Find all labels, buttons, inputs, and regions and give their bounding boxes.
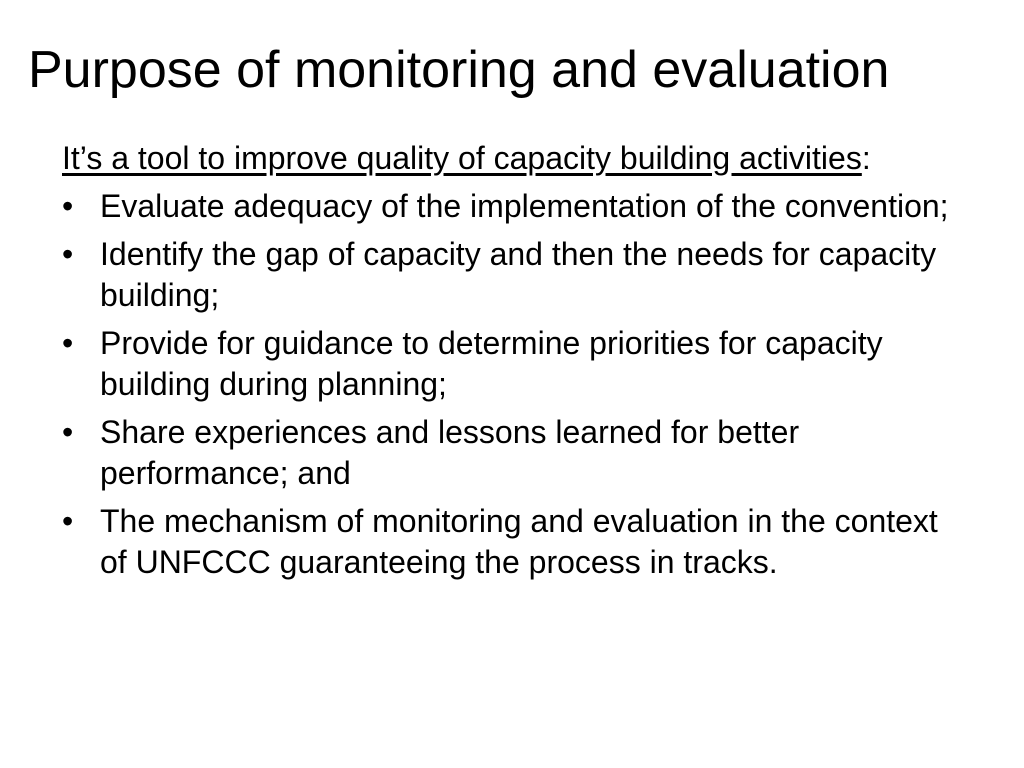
bullet-text: Identify the gap of capacity and then the needs for capacity building;: [100, 236, 937, 313]
bullet-icon: •: [62, 236, 74, 272]
bullet-text: Share experiences and lessons learned for better performance; and: [100, 414, 800, 491]
list-item: [62, 501, 962, 583]
list-item: [62, 186, 962, 227]
bullet-list: [62, 186, 962, 583]
bullet-text: Provide for guidance to determine priorities for capacity building during planning;: [100, 325, 883, 402]
list-item: [62, 412, 962, 494]
intro-statement: [62, 138, 962, 179]
intro-colon: :: [861, 140, 871, 176]
list-item: [62, 234, 962, 316]
slide-title: Purpose of monitoring and evaluation: [28, 41, 890, 99]
bullet-text: Evaluate adequacy of the implementation of the convention;: [100, 188, 949, 224]
bullet-icon: •: [62, 503, 74, 539]
bullet-text: The mechanism of monitoring and evaluation in the context of UNFCCC guaranteeing the process in tracks.: [100, 503, 938, 580]
slide-body: [62, 138, 962, 590]
bullet-icon: •: [62, 188, 74, 224]
bullet-icon: •: [62, 414, 74, 450]
intro-underlined-text: It’s a tool to improve quality of capacity building activities: [62, 140, 862, 176]
bullet-icon: •: [62, 325, 74, 361]
list-item: [62, 323, 962, 405]
